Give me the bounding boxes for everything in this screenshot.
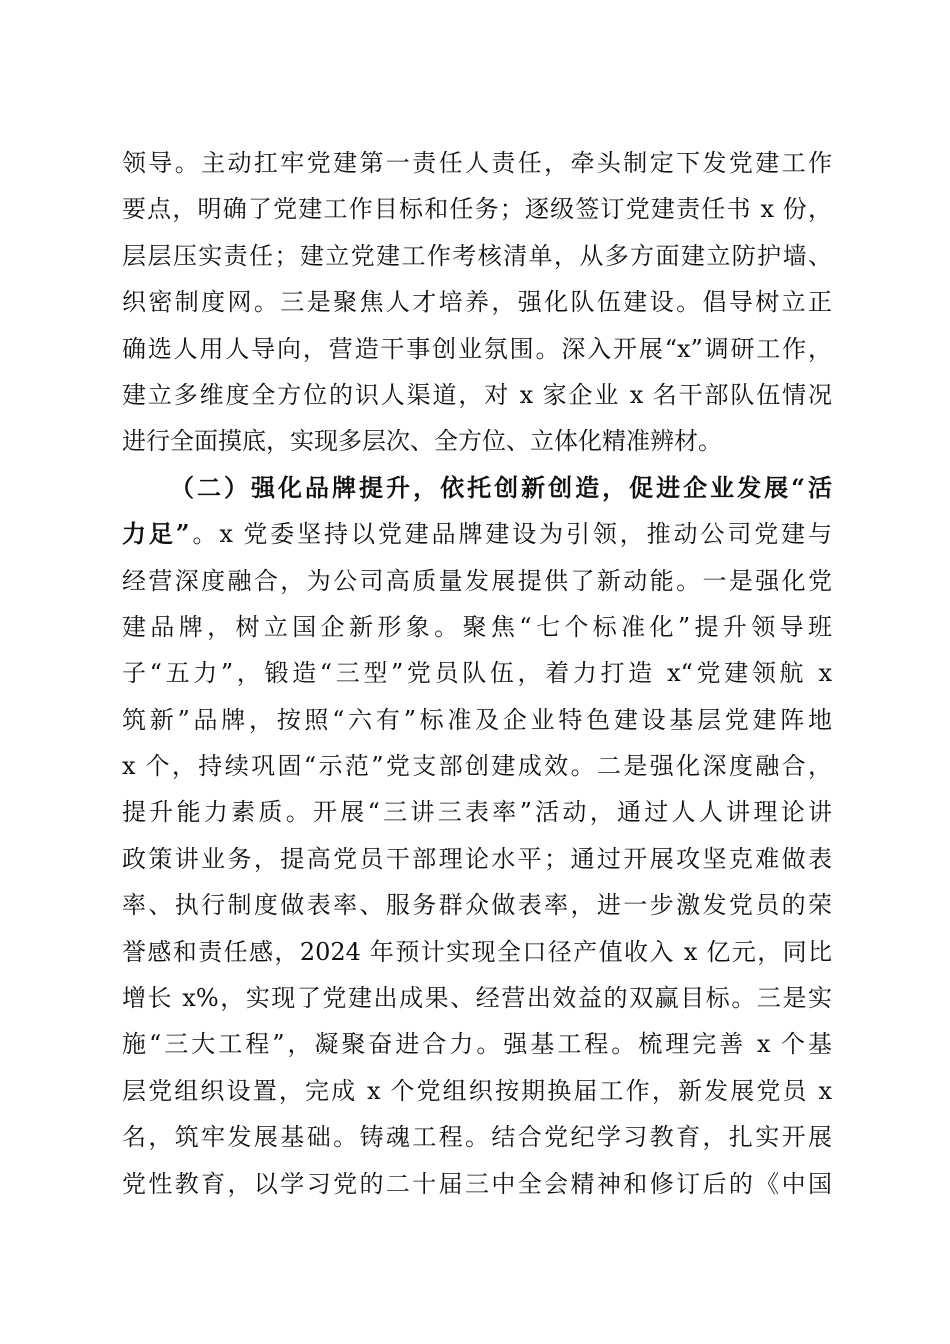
text-line: 层层压实责任；建立党建工作考核清单，从多方面建立防护墙、 (122, 241, 832, 270)
text-line: 进行全面摸底，实现多层次、全方位、立体化精准辨材。 (122, 427, 722, 456)
section-heading-tail: 力足” (122, 519, 190, 549)
text-line: 施“三大工程”，凝聚奋进合力。强基工程。梳理完善 x 个基 (122, 1030, 832, 1059)
text-line: 政策讲业务，提高党员干部理论水平；通过开展攻坚克难做表 (122, 844, 832, 873)
text-line: x 个，持续巩固“示范”党支部创建成效。二是强化深度融合， (122, 752, 832, 781)
section-heading-line: （二）强化品牌提升，依托创新创造，促进企业发展“活 (170, 472, 832, 502)
text-line: 要点，明确了党建工作目标和任务；逐级签订党建责任书 x 份， (122, 195, 832, 224)
text-line: 筑新”品牌，按照“六有”标准及企业特色建设基层党建阵地 (122, 705, 832, 734)
text-line: 经营深度融合，为公司高质量发展提供了新动能。一是强化党 (122, 566, 832, 595)
text-line: 誉感和责任感，2024 年预计实现全口径产值收入 x 亿元，同比 (122, 937, 832, 966)
text-line: 率、执行制度做表率、服务群众做表率，进一步激发党员的荣 (122, 891, 832, 920)
text-line: 确选人用人导向，营造干事创业氛围。深入开展“x”调研工作， (122, 334, 832, 363)
text-line: 提升能力素质。开展“三讲三表率”活动，通过人人讲理论讲 (122, 798, 832, 827)
text-line: 建品牌，树立国企新形象。聚焦“七个标准化”提升领导班 (122, 612, 832, 641)
text-run: 。x 党委坚持以党建品牌建设为引领，推动公司党建与 (189, 520, 832, 549)
text-line: 建立多维度全方位的识人渠道，对 x 家企业 x 名干部队伍情况 (122, 380, 832, 409)
text-line: 子“五力”，锻造“三型”党员队伍，着力打造 x“党建领航 x (122, 659, 832, 688)
text-line: 名，筑牢发展基础。铸魂工程。结合党纪学习教育，扎实开展 (122, 1123, 832, 1152)
body-text (122, 140, 832, 1207)
text-line: 层党组织设置，完成 x 个党组织按期换届工作，新发展党员 x (122, 1076, 832, 1105)
paragraph-1 (122, 140, 832, 465)
paragraph-2 (122, 465, 832, 1207)
text-line: 党性教育，以学习党的二十届三中全会精神和修订后的《中国 (122, 1169, 832, 1198)
text-line (122, 511, 832, 557)
text-line: 织密制度网。三是聚焦人才培养，强化队伍建设。倡导树立正 (122, 288, 832, 317)
text-line: 领导。主动扛牢党建第一责任人责任，牵头制定下发党建工作 (122, 149, 832, 177)
text-line: 增长 x%，实现了党建出成果、经营出效益的双赢目标。三是实 (122, 984, 832, 1013)
